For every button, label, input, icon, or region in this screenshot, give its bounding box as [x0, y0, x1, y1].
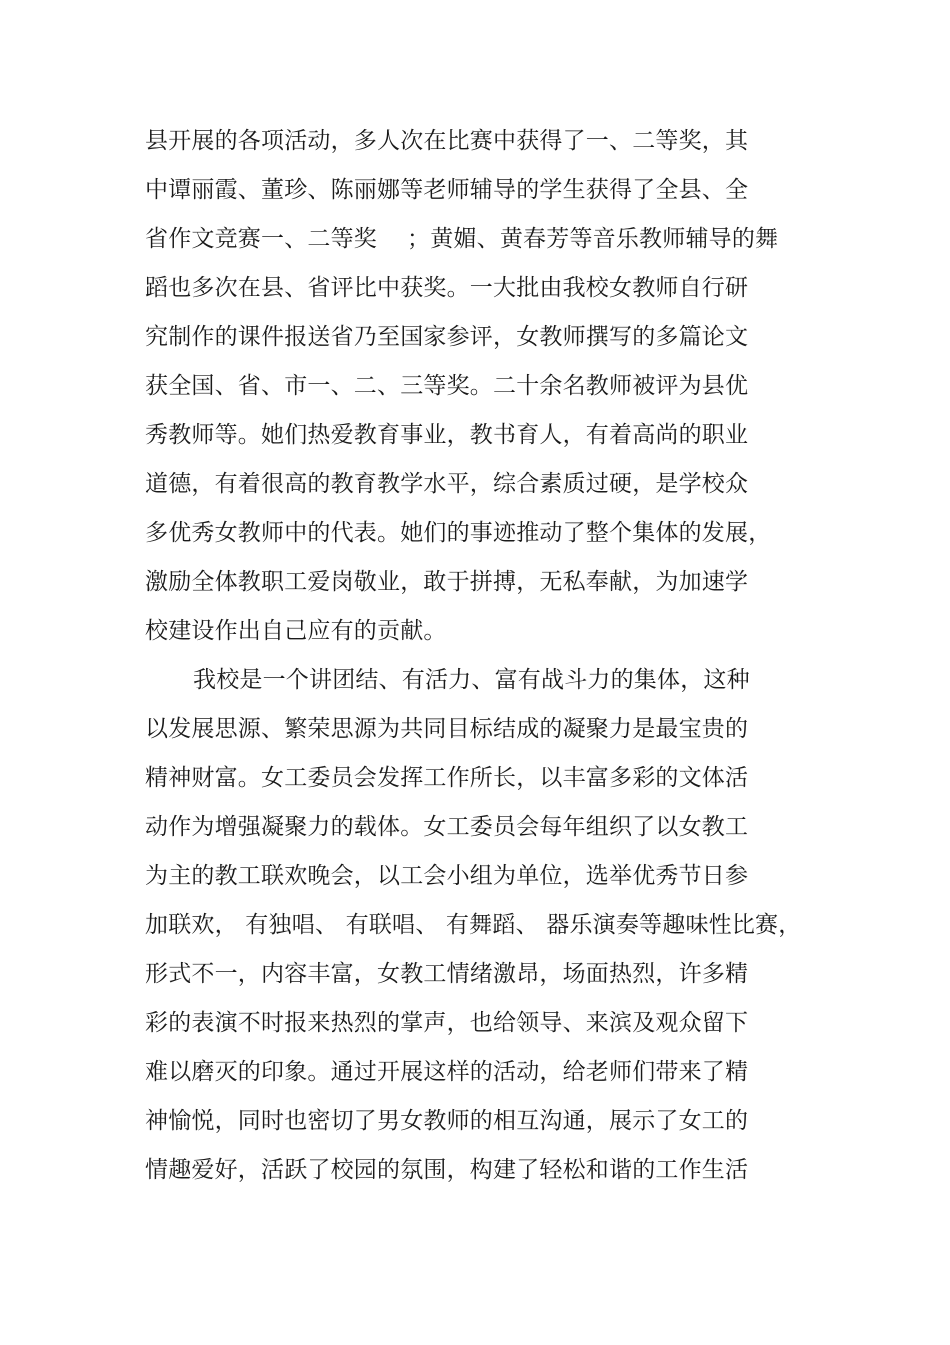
- text-line: 形式不一，内容丰富，女教工情绪激昂，场面热烈，许多精: [145, 961, 749, 987]
- text-line: 道德，有着很高的教育教学水平，综合素质过硬，是学校众: [145, 471, 749, 497]
- text-line: 获全国、省、市一、二、三等奖。二十余名教师被评为县优: [145, 373, 749, 399]
- text-line: 中谭丽霞、董珍、陈丽娜等老师辅导的学生获得了全县、全: [145, 177, 749, 203]
- text-line: 激励全体教职工爱岗敬业，敢于拼搏，无私奉献，为加速学: [145, 569, 749, 595]
- text-line: 省作文竞赛一、二等奖 ；黄媚、黄春芳等音乐教师辅导的舞: [145, 226, 779, 252]
- text-line: 蹈也多次在县、省评比中获奖。一大批由我校女教师自行研: [145, 275, 749, 301]
- text-line: 秀教师等。她们热爱教育事业，教书育人，有着高尚的职业: [145, 422, 749, 448]
- text-line: 县开展的各项活动，多人次在比赛中获得了一、二等奖，其: [145, 128, 749, 154]
- text-line: 神愉悦，同时也密切了男女教师的相互沟通，展示了女工的: [145, 1108, 749, 1134]
- document-body: [145, 122, 802, 1200]
- text-line: 加联欢， 有独唱、 有联唱、 有舞蹈、 器乐演奏等趣味性比赛，: [145, 912, 802, 938]
- text-line: 情趣爱好，活跃了校园的氛围，构建了轻松和谐的工作生活: [145, 1157, 749, 1183]
- text-line: 动作为增强凝聚力的载体。女工委员会每年组织了以女教工: [145, 814, 749, 840]
- text-line: 校建设作出自己应有的贡献。: [145, 618, 447, 644]
- text-line: 以发展思源、繁荣思源为共同目标结成的凝聚力是最宝贵的: [145, 716, 749, 742]
- paragraph-2: [145, 661, 802, 1200]
- text-line: 为主的教工联欢晚会，以工会小组为单位，选举优秀节日参: [145, 863, 749, 889]
- text-line: 究制作的课件报送省乃至国家参评，女教师撰写的多篇论文: [145, 324, 749, 350]
- text-line: 彩的表演不时报来热烈的掌声，也给领导、来滨及观众留下: [145, 1010, 749, 1036]
- paragraph-1: [145, 122, 785, 661]
- text-line-indented: 我校是一个讲团结、有活力、富有战斗力的集体，这种: [193, 667, 750, 693]
- text-line: 精神财富。女工委员会发挥工作所长，以丰富多彩的文体活: [145, 765, 749, 791]
- text-line: 难以磨灭的印象。通过开展这样的活动，给老师们带来了精: [145, 1059, 749, 1085]
- text-line: 多优秀女教师中的代表。她们的事迹推动了整个集体的发展，: [145, 520, 772, 546]
